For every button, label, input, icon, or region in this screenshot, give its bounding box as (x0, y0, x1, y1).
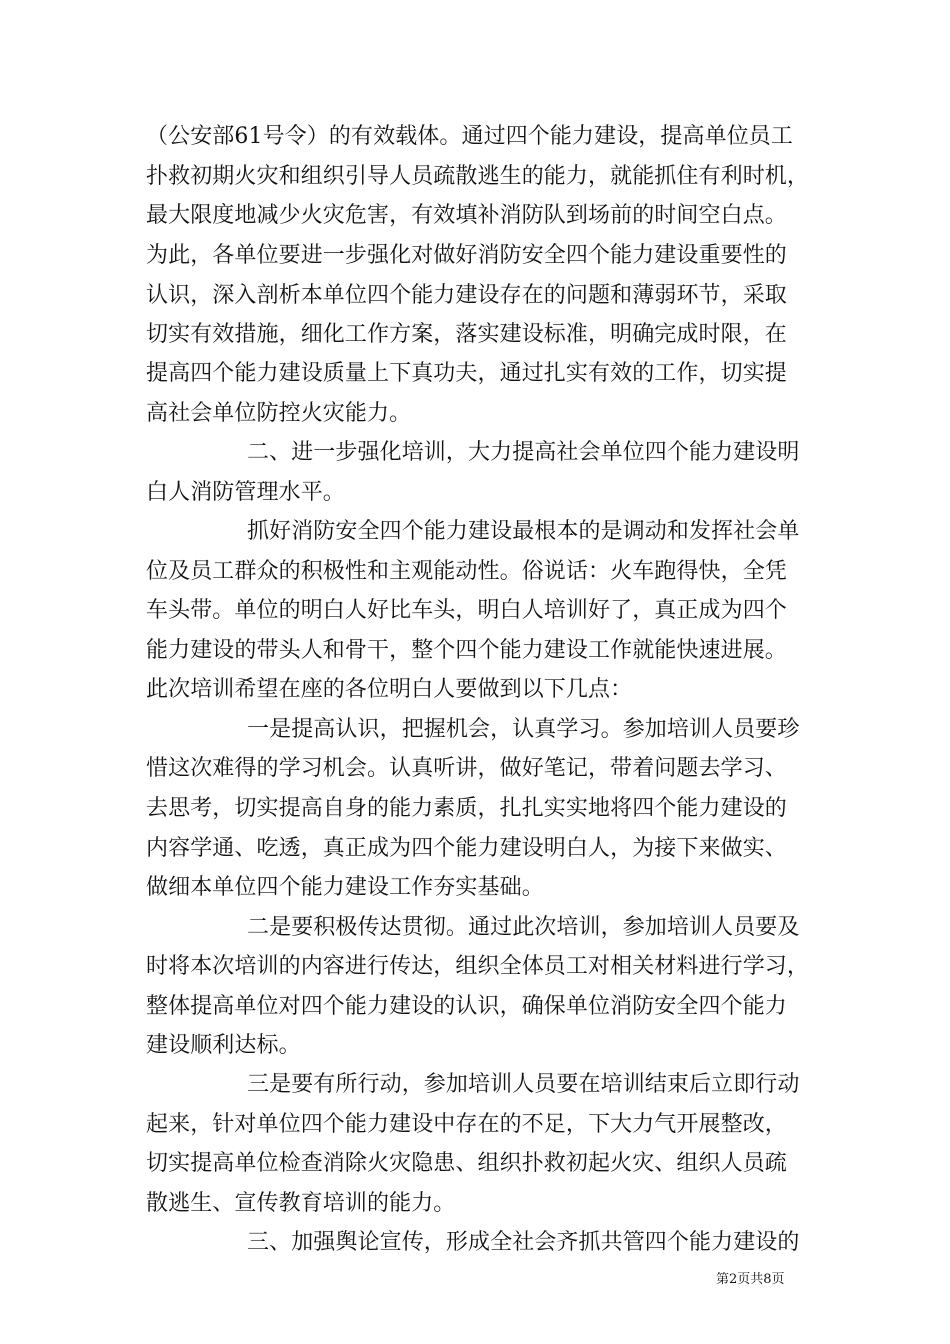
text-line: 惜这次难得的学习机会。认真听讲，做好笔记，带着问题去学习、 (146, 756, 787, 781)
text-line: 去思考，切实提高自身的能力素质，扎扎实实地将四个能力建设的 (146, 796, 787, 821)
section-heading: 三、加强舆论宣传，形成全社会齐抓共管四个能力建设的 (247, 1230, 800, 1255)
text-line: 散逃生、宣传教育培训的能力。 (146, 1191, 456, 1216)
text-line: 三是要有所行动，参加培训人员要在培训结束后立即行动 (247, 1072, 800, 1097)
text-line: 提高四个能力建设质量上下真功夫，通过扎实有效的工作，切实提 (146, 361, 787, 386)
section-heading-continued: 白人消防管理水平。 (146, 480, 345, 505)
text-line: 位及员工群众的积极性和主观能动性。俗说话：火车跑得快，全凭 (146, 559, 787, 584)
text-line: 做细本单位四个能力建设工作夯实基础。 (146, 875, 544, 900)
text-line: 认识，深入剖析本单位四个能力建设存在的问题和薄弱环节，采取 (146, 283, 787, 308)
text-line: 扑救初期火灾和组织引导人员疏散逃生的能力，就能抓住有利时机， (146, 164, 810, 189)
text-line: 起来，针对单位四个能力建设中存在的不足，下大力气开展整改， (146, 1112, 787, 1137)
section-heading: 二、进一步强化培训，大力提高社会单位四个能力建设明 (247, 440, 800, 465)
page-number-footer: 第2页共8页 (716, 1272, 785, 1287)
text-line: 能力建设的带头人和骨干，整个四个能力建设工作就能快速进展。 (146, 638, 787, 663)
text-line: 内容学通、吃透，真正成为四个能力建设明白人，为接下来做实、 (146, 836, 787, 861)
text-line: 切实有效措施，细化工作方案，落实建设标准，明确完成时限，在 (146, 322, 787, 347)
text-line: 切实提高单位检查消除火灾隐患、组织扑救初起火灾、组织人员疏 (146, 1151, 787, 1176)
text-line: 时将本次培训的内容进行传达，组织全体员工对相关材料进行学习， (146, 954, 810, 979)
text-line: 车头带。单位的明白人好比车头，明白人培训好了，真正成为四个 (146, 598, 787, 623)
text-line: 建设顺利达标。 (146, 1033, 301, 1058)
text-line: 为此，各单位要进一步强化对做好消防安全四个能力建设重要性的 (146, 243, 787, 268)
text-line: 一是提高认识，把握机会，认真学习。参加培训人员要珍 (247, 717, 800, 742)
text-line: 二是要积极传达贯彻。通过此次培训，参加培训人员要及 (247, 915, 800, 940)
text-line: 抓好消防安全四个能力建设最根本的是调动和发挥社会单 (247, 519, 800, 544)
text-line: 此次培训希望在座的各位明白人要做到以下几点： (146, 677, 633, 702)
text-line: 最大限度地减少火灾危害，有效填补消防队到场前的时间空白点。 (146, 203, 787, 228)
text-line: （公安部61号令）的有效载体。通过四个能力建设，提高单位员工 (146, 124, 793, 149)
text-line: 高社会单位防控火灾能力。 (146, 401, 412, 426)
text-line: 整体提高单位对四个能力建设的认识，确保单位消防安全四个能力 (146, 994, 787, 1019)
